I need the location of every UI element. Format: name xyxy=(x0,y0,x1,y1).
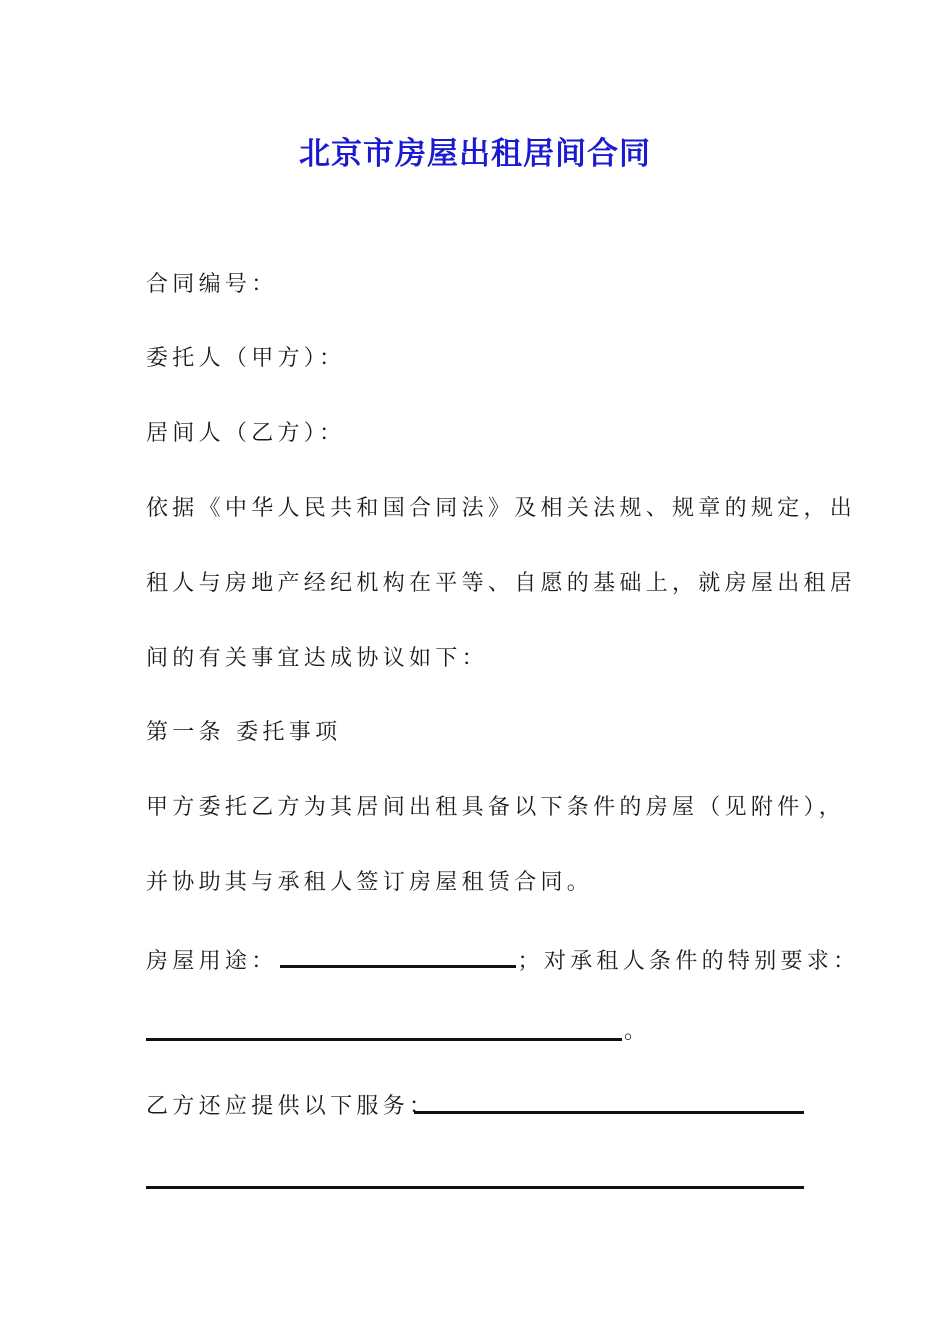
services-label: 乙方还应提供以下服务： xyxy=(146,1094,436,1119)
article-1-line-2: 并协助其与承租人签订房屋租赁合同。 xyxy=(146,870,594,895)
article-1-heading: 第一条 委托事项 xyxy=(146,720,342,745)
preamble-line-1: 依据《中华人民共和国合同法》及相关法规、规章的规定，出 xyxy=(146,496,857,521)
requirement-label: ；对承租人条件的特别要求： xyxy=(517,949,860,974)
services-blank-1[interactable] xyxy=(414,1111,804,1114)
services-line xyxy=(146,1092,435,1122)
requirement-end-mark: 。 xyxy=(624,1019,651,1044)
requirement-blank[interactable] xyxy=(146,1038,622,1041)
document-title: 北京市房屋出租居间合同 xyxy=(299,136,651,172)
usage-label: 房屋用途： xyxy=(146,949,278,974)
article-1-line-1: 甲方委托乙方为其居间出租具备以下条件的房屋（见附件）， xyxy=(146,795,846,820)
contract-number-label: 合同编号： xyxy=(146,272,278,297)
usage-blank[interactable] xyxy=(280,943,516,968)
services-blank-2[interactable] xyxy=(146,1186,804,1189)
party-b-label: 居间人（乙方）： xyxy=(146,421,346,446)
party-a-label: 委托人（甲方）： xyxy=(146,346,346,371)
preamble-line-2: 租人与房地产经纪机构在平等、自愿的基础上，就房屋出租居 xyxy=(146,571,857,596)
usage-requirement-line xyxy=(146,943,859,977)
preamble-line-3: 间的有关事宜达成协议如下： xyxy=(146,646,488,671)
